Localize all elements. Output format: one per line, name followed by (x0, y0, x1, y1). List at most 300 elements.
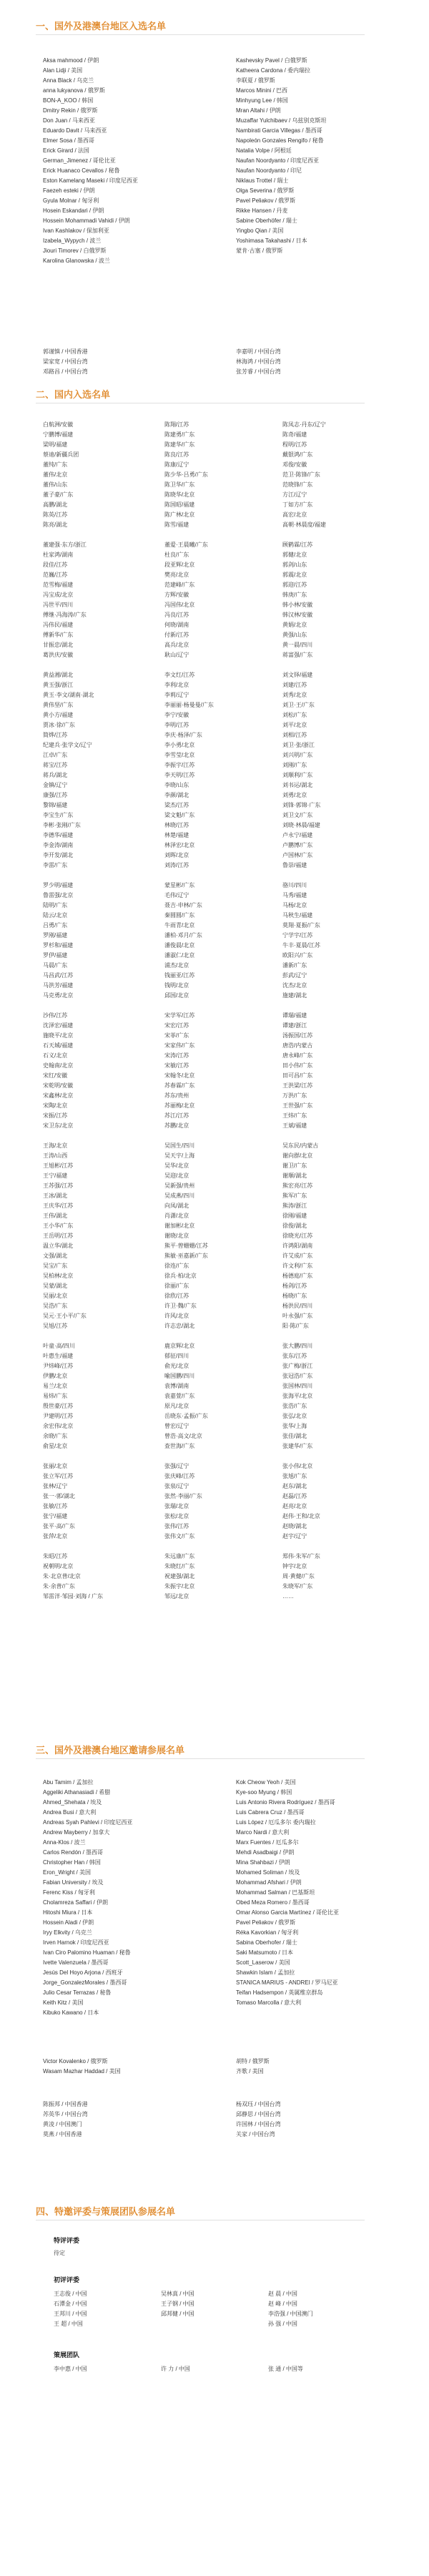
list-item: 董伟/北京 (43, 471, 68, 478)
list-item: 宋涛/江苏 (164, 1052, 189, 1059)
list-item: 蒋富强/广东 (282, 652, 313, 658)
list-item: 田可昌/广东 (282, 1072, 313, 1079)
list-item: Ferenc Kiss / 匈牙利 (43, 1889, 95, 1896)
list-item: 黄小方/福建 (43, 712, 74, 718)
list-item: 李利/北京 (164, 682, 189, 688)
section-title: 二、国内入选名单 (36, 389, 111, 400)
list-item: Nambirati Garcia Villegas / 墨西哥 (236, 127, 322, 134)
list-item: 谢加彬/北京 (164, 1223, 195, 1229)
list-item: 董建强·东方/浙江 (43, 542, 87, 548)
list-item: 张敏/江苏 (43, 1503, 68, 1509)
list-item: 高鹏/湖北 (43, 501, 68, 508)
list-item: 杨双珏 / 中国台湾 (236, 2101, 281, 2107)
list-item: 蒙肯·古塞 / 俄罗斯 (236, 248, 283, 254)
list-item (164, 1001, 214, 1011)
list-item: 徐俊/湖北 (282, 1223, 307, 1229)
list-item: 刘秀/北京 (282, 692, 307, 698)
list-item: 范建峰/广东 (164, 582, 195, 588)
list-item (282, 1131, 326, 1141)
list-item: Sabine Oberhöfer / 瑞士 (236, 217, 297, 224)
list-item: 傅新华/广东 (43, 632, 74, 638)
list-item: 聂吉·申林/广东 (164, 902, 202, 909)
list-item: 简烨/江苏 (43, 732, 68, 738)
list-item: 宋陶/北京 (43, 1102, 68, 1109)
list-item: 蔡迪/新疆兵团 (43, 451, 79, 458)
list-item: 吕勇/广东 (43, 922, 68, 929)
name-column-middle (164, 420, 214, 1602)
list-item: Kye-soo Myung / 韩国 (236, 1789, 292, 1796)
list-item: 高兵/北京 (164, 642, 189, 648)
list-item: 张东/江苏 (282, 1353, 307, 1359)
list-item: 赵磊/江苏 (282, 1493, 307, 1499)
list-item: 张海平/北京 (282, 1393, 313, 1399)
list-item: Marcos Minini / 巴西 (236, 87, 288, 94)
list-item: 李彬·张刚/广东 (43, 822, 81, 828)
name-column-left (54, 2364, 87, 2374)
list-item (43, 1451, 103, 1461)
list-item: 董纯/广东 (43, 461, 68, 468)
list-item: Ivan Kashlakov / 保加利亚 (43, 227, 109, 234)
list-item: 尹炜峰/江苏 (43, 1363, 74, 1369)
list-item: 林泽宏/北京 (164, 842, 195, 848)
list-item: Naufan Noordyanto / 印度尼西亚 (236, 157, 320, 164)
list-item: 卢永宁/福建 (282, 832, 313, 838)
list-item: 吴林真 / 中国 (161, 2291, 194, 2297)
list-item: 范巍/江苏 (43, 572, 68, 578)
list-item: 康强/江苏 (43, 792, 68, 798)
list-item: 张强/辽宁 (164, 1463, 189, 1469)
list-item: Eduardo Davit / 马来西亚 (43, 127, 107, 134)
list-item: Rikke Hansen / 丹麦 (236, 207, 288, 214)
list-item: 邓俊/安徽 (282, 461, 307, 468)
list-item: 张丽/北京 (43, 1463, 68, 1469)
list-item: 陈康/辽宁 (164, 461, 189, 468)
list-item: 张泉/辽宁 (164, 1483, 189, 1489)
list-item: 许 力 / 中国 (161, 2366, 190, 2372)
list-item: 马昌武/江苏 (43, 972, 74, 979)
list-item: Obed Meza Romero / 墨西哥 (236, 1899, 310, 1906)
list-item: 张旭/广东 (282, 1473, 307, 1479)
list-item: 袁嘉萱/广东 (164, 1393, 195, 1399)
list-item: 史翰南/北京 (43, 1062, 74, 1069)
list-item: 宋卫东/北京 (43, 1122, 74, 1129)
list-item: 谢晓/北京 (164, 1233, 189, 1239)
list-item: 吴柏林/北京 (43, 1273, 74, 1279)
list-item: 谭瑞/福建 (282, 1012, 307, 1019)
list-item: 李开发/湖北 (43, 852, 74, 858)
list-item: 王炜/广东 (282, 1112, 307, 1119)
list-item: Hitoshi Miura / 日本 (43, 1909, 93, 1916)
list-item: 关家 / 中国台湾 (236, 2131, 275, 2137)
list-item: 张林/辽宁 (43, 1483, 68, 1489)
list-item: Ahmed_Shehata / 埃及 (43, 1799, 102, 1806)
list-item: 李丽丽·杨曼曼/广东 (164, 702, 214, 708)
list-item: 刘勇/北京 (282, 792, 307, 798)
list-item: Wasam Mazhar Haddad / 美国 (43, 2068, 121, 2075)
list-item: 吴迎/北京 (164, 1172, 189, 1179)
list-item: 朱晓军/广东 (282, 1583, 313, 1590)
list-item: 刘相/江苏 (282, 732, 307, 738)
list-item: Marx Fuentes / 厄瓜多尔 (236, 1839, 299, 1846)
list-item: 冯宝成/北京 (43, 592, 74, 598)
list-item: 王邦川 / 中国 (54, 2311, 87, 2317)
list-item: 郭迎/江苏 (282, 582, 307, 588)
name-column-middle (161, 2289, 194, 2329)
list-item: 邓路昌 / 中国台湾 (43, 368, 88, 375)
jury-grid (54, 2289, 429, 2332)
list-item: 张宁/福建 (43, 1513, 68, 1519)
list-item: 刘文铎/福建 (282, 672, 313, 678)
list-item: 方辉/安徽 (164, 592, 189, 598)
list-item: 莫燕 / 中国香港 (43, 2131, 82, 2137)
list-item: 朱·余普/广东 (43, 1583, 75, 1590)
list-item: 鲁雷强/北京 (43, 892, 74, 898)
list-item: 李雷/广东 (43, 862, 68, 868)
list-item: 黄玉强/浙江 (43, 682, 74, 688)
list-item: 白航洲/安徽 (43, 421, 74, 428)
list-item: 郭健/北京 (282, 552, 307, 558)
name-grid (43, 347, 429, 390)
name-grid (43, 1778, 429, 2028)
list-item: 骆川/四川 (282, 882, 307, 888)
list-item: 万洪/广东 (282, 1092, 307, 1099)
list-item: 施晓平/北京 (43, 1032, 74, 1039)
list-item: 马晨/广东 (43, 962, 68, 969)
jury-label: 初评评委 (54, 2276, 80, 2283)
list-item: Scott_Laserow / 美国 (236, 1959, 290, 1966)
list-item: 吴元·王小平/广东 (43, 1313, 87, 1319)
name-column-middle (161, 2364, 190, 2374)
list-item: 刘兴明/广东 (282, 752, 313, 758)
list-item: Marco Nardi / 意大利 (236, 1829, 290, 1836)
list-item: Ivette Valenzuela / 墨西哥 (43, 1959, 109, 1966)
list-item: Hosein Eskandari / 伊朗 (43, 207, 104, 214)
list-item: 吴天宇/上海 (164, 1152, 195, 1159)
list-item: Yingbo Qian / 美国 (236, 227, 284, 234)
list-item: 陈雪/福建 (164, 521, 189, 528)
list-item: 张浩/广东 (282, 1403, 307, 1409)
list-item: Anna Black / 乌克兰 (43, 77, 94, 84)
list-item: 潘淑仁/北京 (164, 952, 195, 959)
list-item: 谢卫/广东 (282, 1162, 307, 1169)
list-item: 牛雨青/北京 (164, 922, 195, 929)
list-item: Don Juan / 马来西亚 (43, 117, 95, 124)
list-item: 张瑞/北京 (164, 1503, 189, 1509)
list-item: 石潭金 / 中国 (54, 2301, 87, 2307)
list-item: 李振宇/江苏 (164, 762, 195, 768)
special-jury-label: 特评评委 (54, 2237, 80, 2244)
list-item: 徐欣/江苏 (164, 1293, 189, 1299)
list-item: 苏鹏/北京 (164, 1122, 189, 1129)
list-item: 许国林 / 中国台湾 (236, 2121, 281, 2127)
list-item: 宋宏/江苏 (164, 1022, 189, 1029)
list-item: Pavel Peliakov / 俄罗斯 (236, 197, 296, 204)
list-item: 孙 强 / 中国 (268, 2321, 297, 2327)
list-item: 宋菲/广东 (164, 1032, 189, 1039)
list-item: STANICA MARIUS - ANDREI / 罗马尼亚 (236, 1979, 338, 1986)
name-column-right (268, 2289, 313, 2329)
list-item: 傅继·冯海涛/广东 (43, 612, 87, 618)
list-item: 李文红/江苏 (164, 672, 195, 678)
list-item (282, 1451, 326, 1461)
list-item: Naufan Noordyanto / 印尼 (236, 167, 302, 174)
list-item: 陆云/北京 (43, 912, 68, 919)
list-item: 许艾成/广东 (282, 1253, 313, 1259)
list-item: 吴东民/内蒙古 (282, 1142, 319, 1149)
list-item: 原凡/北京 (164, 1403, 189, 1409)
list-item: 李浩强 / 中国澳门 (268, 2311, 313, 2317)
section-title: 四、特邀评委与策展团队参展名单 (36, 2206, 176, 2217)
list-item: 张平·高/广东 (43, 1523, 75, 1529)
list-item: 陈亮/湖北 (43, 521, 68, 528)
list-item: 陈振邦 / 中国香港 (43, 2101, 88, 2107)
list-item: 王岳明/江苏 (43, 1233, 74, 1239)
list-item: Andrew Mayberry / 加拿大 (43, 1829, 110, 1836)
list-item: 施建/湖北 (282, 992, 307, 999)
list-item: 钱丽亚/江苏 (164, 972, 195, 979)
list-item: 李明/江苏 (164, 722, 189, 728)
list-item: Luis Cabrera Cruz / 墨西哥 (236, 1809, 305, 1816)
list-item: 潘新/广东 (282, 962, 307, 969)
list-item: 陈凤志·丹东/辽宁 (282, 421, 326, 428)
list-item (161, 2319, 194, 2329)
list-item: 刘松/广东 (282, 712, 307, 718)
list-item: 刘书运/湖北 (282, 782, 313, 788)
list-item (43, 1542, 103, 1552)
list-item (282, 660, 326, 670)
list-item: 张松/北京 (164, 1513, 189, 1519)
list-item (43, 530, 103, 540)
list-item: 杨洪民/四川 (282, 1303, 313, 1309)
list-item: 曾浩·高文/北京 (164, 1433, 202, 1439)
list-item: German_Jimenez / 哥伦比亚 (43, 157, 116, 164)
list-item: 李金涛/湖南 (43, 842, 74, 848)
list-item: 黄凌 / 中国澳门 (43, 2121, 82, 2127)
list-item: Mohamed Soliman / 埃及 (236, 1869, 300, 1876)
list-item: 钱明/北京 (164, 982, 189, 989)
list-item: 苏东/贵州 (164, 1092, 189, 1099)
list-item: 甘振忠/湖北 (43, 642, 74, 648)
list-item: 马克勇/北京 (43, 992, 74, 999)
list-item: 樊亮/北京 (164, 572, 189, 578)
list-item: Mehdi Asadbaigi / 伊朗 (236, 1849, 295, 1856)
list-item: 王冰/湖北 (43, 1192, 68, 1199)
list-item: 喻国鹏/四川 (164, 1373, 195, 1379)
list-item: 徐兵·柏/北京 (164, 1273, 197, 1279)
list-item: Omar Alonso Garcia Martínez / 哥伦比亚 (236, 1909, 340, 1916)
list-item: 林晓/江苏 (164, 822, 189, 828)
list-item: Karolina Glanowska / 波兰 (43, 258, 110, 264)
list-item (282, 1331, 326, 1341)
list-item: 杜家鸿/湖南 (43, 552, 74, 558)
list-item: 范卫·陈锋/广东 (282, 471, 320, 478)
list-item: 朱远康/广东 (164, 1553, 195, 1559)
list-item: 李雪莹/北京 (164, 752, 195, 758)
list-item: 黄娟/北京 (282, 622, 307, 628)
list-item: 陈建华/广东 (164, 441, 195, 448)
list-item: 罗杉和/福建 (43, 942, 74, 949)
list-item: 鹿京辉/北京 (164, 1343, 195, 1349)
list-item: 高朝·林晨度/福建 (282, 521, 326, 528)
list-item: 张 通 / 中国等 (268, 2366, 303, 2372)
curator-grid (54, 2364, 429, 2379)
list-item: 冯国伟/北京 (164, 602, 195, 608)
list-item: 段亚辉/北京 (164, 562, 195, 568)
name-column-left (43, 2057, 121, 2077)
list-item: Olga Severina / 俄罗斯 (236, 187, 295, 194)
list-item: 王小华/广东 (43, 1223, 74, 1229)
list-item: 吴宝/广东 (43, 1263, 68, 1269)
list-item: 刘锋·郭锦·广东 (282, 802, 321, 808)
list-item: 唐永峰/广东 (282, 1052, 313, 1059)
list-item: 苏英华 / 中国台湾 (43, 2111, 88, 2117)
list-item: Eron_Wright / 美国 (43, 1869, 91, 1876)
list-item: 刘涛/江苏 (164, 862, 189, 868)
list-item (43, 660, 103, 670)
list-item: Niklaus Trottel / 瑞士 (236, 177, 289, 184)
list-item: 董伟/山东 (43, 481, 68, 488)
list-item: 李莉/辽宁 (164, 692, 189, 698)
list-item: Kok Cheow Yeoh / 美国 (236, 1779, 296, 1786)
list-item: Katheera Cardona / 委内瑞拉 (236, 67, 311, 74)
list-item: 陈广林/北京 (164, 511, 195, 518)
list-item: 林楚/福建 (164, 832, 189, 838)
list-item: 张华/上海 (282, 1423, 307, 1429)
list-item: 沈泽宏/福建 (43, 1022, 74, 1029)
list-item: 岳晓东·孟振/广东 (164, 1413, 208, 1419)
list-item: 吴蒙/湖北 (43, 1283, 68, 1289)
list-item: 宁学宇/江苏 (282, 932, 313, 939)
list-item: Gyula Molnar / 匈牙利 (43, 197, 99, 204)
list-item: 陈卫华/广东 (164, 481, 195, 488)
list-item: 王庆华/江苏 (43, 1203, 74, 1209)
list-item: 李德华/福建 (43, 832, 74, 838)
list-item: 郁征/四川 (164, 1353, 189, 1359)
list-item: Abu Tamim / 孟加拉 (43, 1779, 94, 1786)
list-item: 熊宏亮/江苏 (282, 1182, 313, 1189)
list-item: Eston Kamelang Maseki / 印度尼西亚 (43, 177, 138, 184)
list-item: 赵伟·王和/北京 (282, 1513, 320, 1519)
name-column-left (43, 420, 103, 1602)
list-item: Mina Shahbazi / 伊朗 (236, 1859, 290, 1866)
list-item: 宋鑫林/北京 (43, 1092, 74, 1099)
list-item (43, 1001, 103, 1011)
list-item: 余晓/广东 (43, 1433, 68, 1439)
list-item: 王涛/山西 (43, 1152, 68, 1159)
list-item: 范晓锋/广东 (282, 481, 313, 488)
list-item: Minhyung Lee / 韩国 (236, 97, 288, 104)
list-item: 牛丰·夏晨/江苏 (282, 942, 320, 949)
list-item: Erick Huanaco Cevallos / 秘鲁 (43, 167, 120, 174)
list-item: 马杨/北京 (282, 902, 307, 909)
list-item: 黎锦/福建 (43, 802, 68, 808)
list-item: 许风/北京 (164, 1313, 189, 1319)
list-item: 陈翔/江苏 (164, 421, 189, 428)
list-item: 余宏伟/北京 (43, 1423, 74, 1429)
list-item: Elmer Sosa / 墨西哥 (43, 137, 95, 144)
list-item: 胡特 / 俄罗斯 (236, 2058, 270, 2065)
list-item: 尹建明/江苏 (43, 1413, 74, 1419)
list-item: 陈良/江苏 (164, 451, 189, 458)
list-item: Anna-Klos / 波兰 (43, 1839, 86, 1846)
list-item: Andreas Syah Pahlevi / 印度尼西亚 (43, 1819, 133, 1826)
list-item: Irven Harnok / 印度尼西亚 (43, 1939, 109, 1946)
list-item: 梁明/福建 (43, 441, 68, 448)
list-item: 李宝生/广东 (43, 812, 74, 818)
list-item: 吴成燕/四川 (164, 1192, 195, 1199)
list-item: 戴银鸿/广东 (282, 451, 313, 458)
list-item: Hossein Aladi / 伊朗 (43, 1919, 94, 1926)
list-item: 赵东/湖北 (282, 1483, 307, 1489)
list-item: 莫翔·夏振/广东 (282, 922, 320, 929)
list-item: Jesús Del Hoyo Arjona / 西班牙 (43, 1969, 123, 1976)
list-item: 邱静思 / 中国台湾 (236, 2111, 281, 2117)
list-item: Hossein Mohammadi Vahidi / 伊朗 (43, 217, 130, 224)
list-item: 祝朝明/北京 (43, 1563, 74, 1569)
list-item: 彭武/辽宁 (282, 972, 307, 979)
list-item (164, 871, 214, 881)
list-item: 丁如方/广东 (282, 501, 313, 508)
list-item: 黄玉·李文/湖南·湖北 (43, 692, 94, 698)
list-item: 王子钢 / 中国 (161, 2301, 194, 2307)
section-title: 一、国外及港澳台地区入选名单 (36, 21, 167, 31)
list-item: 熊平·曾姗姗/江苏 (164, 1243, 208, 1249)
list-item: 宋翰冬/北京 (164, 1072, 195, 1079)
list-item: 邱邦健 / 中国 (161, 2311, 194, 2317)
list-item: 李中惠 / 中国 (54, 2366, 87, 2372)
list-item: 叶惠生/福建 (43, 1353, 74, 1359)
list-item: 吴华/北京 (164, 1162, 189, 1169)
list-item: Victor Kovalenko / 俄罗斯 (43, 2058, 108, 2065)
list-item: 邹远/北京 (164, 1593, 189, 1600)
list-item: Teifan Hadsempon / 英属维京群岛 (236, 1989, 323, 1996)
list-item: 曾宏/辽宁 (164, 1423, 189, 1429)
list-item: 许志忠/湖北 (164, 1323, 195, 1329)
list-item: 邱国/北京 (164, 992, 189, 999)
list-item (282, 1542, 326, 1552)
list-item (43, 1131, 103, 1141)
list-item: Izabela_Wypych / 波兰 (43, 237, 102, 244)
list-item: 毛伟/辽宁 (164, 892, 189, 898)
list-item: 张建华/广东 (282, 1443, 313, 1449)
list-item: Faezeh esteki / 伊朗 (43, 187, 95, 194)
list-item: 李晓/山东 (164, 782, 189, 788)
list-item: 刘卫·张/浙江 (282, 742, 315, 748)
section-divider (36, 34, 365, 35)
name-column-right (268, 2364, 303, 2374)
list-item: 张国林/四川 (282, 1383, 313, 1389)
list-item: 梁文魁/广东 (164, 812, 195, 818)
list-item: 宋敏/江苏 (164, 1062, 189, 1069)
list-item: Luis Antonio Rivera Rodríguez / 墨西哥 (236, 1799, 335, 1806)
list-item: 刘晖/北京 (164, 852, 189, 858)
list-item: 宋红/安徽 (43, 1072, 68, 1079)
list-item: 沙伟/江苏 (43, 1012, 68, 1019)
list-item: 梁杰/江苏 (164, 802, 189, 808)
list-item: Saki Matsumoto / 日本 (236, 1949, 294, 1956)
list-item (164, 660, 214, 670)
list-item: 段佳/江苏 (43, 562, 68, 568)
list-item: 江卓/广东 (43, 752, 68, 758)
list-item: Natalia Volpe / 阿根廷 (236, 147, 292, 154)
list-item: BON-A_KOO / 韩国 (43, 97, 94, 104)
list-item: 唐浩/内蒙古 (282, 1042, 313, 1049)
list-item: 郭剑/山东 (282, 562, 307, 568)
list-item: 李小勇/北京 (164, 742, 195, 748)
list-item: 黄益湘/湖北 (43, 672, 74, 678)
list-item: 郑伟·朱军/广东 (282, 1553, 320, 1559)
list-item: 黄伟坚/广东 (43, 702, 74, 708)
